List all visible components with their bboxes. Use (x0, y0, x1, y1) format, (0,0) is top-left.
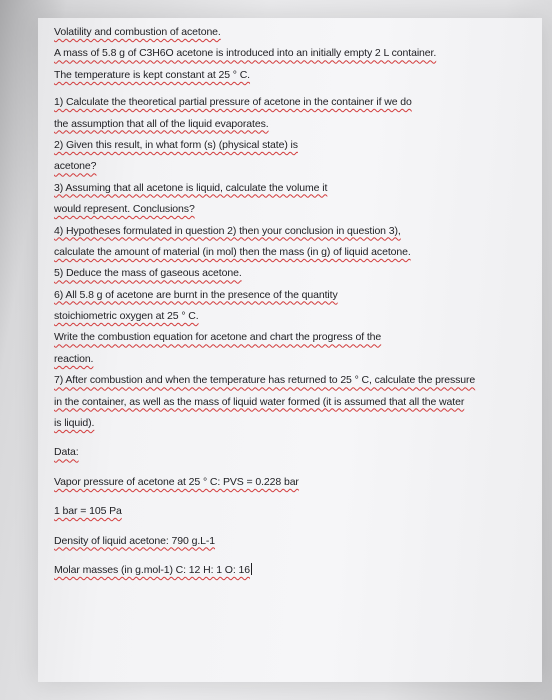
molar-masses-text: Molar masses (in g.mol-1) C: 12 H: 1 O: 16 (54, 563, 250, 576)
question-6-line-2: stoichiometric oxygen at 25 ° C. (54, 310, 199, 323)
data-heading: Data: (54, 446, 79, 459)
document-title: Volatility and combustion of acetone. (54, 26, 221, 38)
question-6-line-3: Write the combustion equation for acetone and chart the progress of the (54, 331, 382, 344)
question-1-line-1: 1) Calculate the theoretical partial pressure of acetone in the container if we do (54, 96, 412, 109)
intro-line-2: The temperature is kept constant at 25 ° C. (54, 68, 251, 81)
question-7-line-2: in the container, as well as the mass of liquid water formed (it is assumed that all the water (54, 395, 465, 408)
question-6-line-1: 6) All 5.8 g of acetone are burnt in the presence of the quantity (54, 288, 338, 301)
data-molar-masses (54, 560, 544, 581)
question-6-line-4: reaction. (54, 352, 94, 365)
question-5: 5) Deduce the mass of gaseous acetone. (54, 267, 242, 280)
data-bar-conversion: 1 bar = 105 Pa (54, 505, 122, 518)
intro-line-1: A mass of 5.8 g of C3H6O acetone is introduced into an initially empty 2 L container. (54, 47, 437, 60)
question-7-line-1: 7) After combustion and when the temperature has returned to 25 ° C, calculate the pressure (54, 374, 476, 387)
question-3-line-1: 3) Assuming that all acetone is liquid, calculate the volume it (54, 181, 328, 194)
question-4-line-1: 4) Hypotheses formulated in question 2) then your conclusion in question 3), (54, 224, 401, 237)
text-cursor (251, 563, 252, 575)
question-1-line-2: the assumption that all of the liquid evaporates. (54, 117, 269, 130)
question-2-line-1: 2) Given this result, in what form (s) (physical state) is (54, 138, 298, 151)
data-density: Density of liquid acetone: 790 g.L-1 (54, 534, 216, 547)
data-vapor-pressure: Vapor pressure of acetone at 25 ° C: PVS = 0.228 bar (54, 475, 299, 488)
question-7-line-3: is liquid). (54, 417, 95, 430)
document-body (54, 22, 544, 581)
question-3-line-2: would represent. Conclusions? (54, 203, 195, 216)
question-2-line-2: acetone? (54, 160, 97, 173)
question-4-line-2: calculate the amount of material (in mol) then the mass (in g) of liquid acetone. (54, 245, 411, 258)
